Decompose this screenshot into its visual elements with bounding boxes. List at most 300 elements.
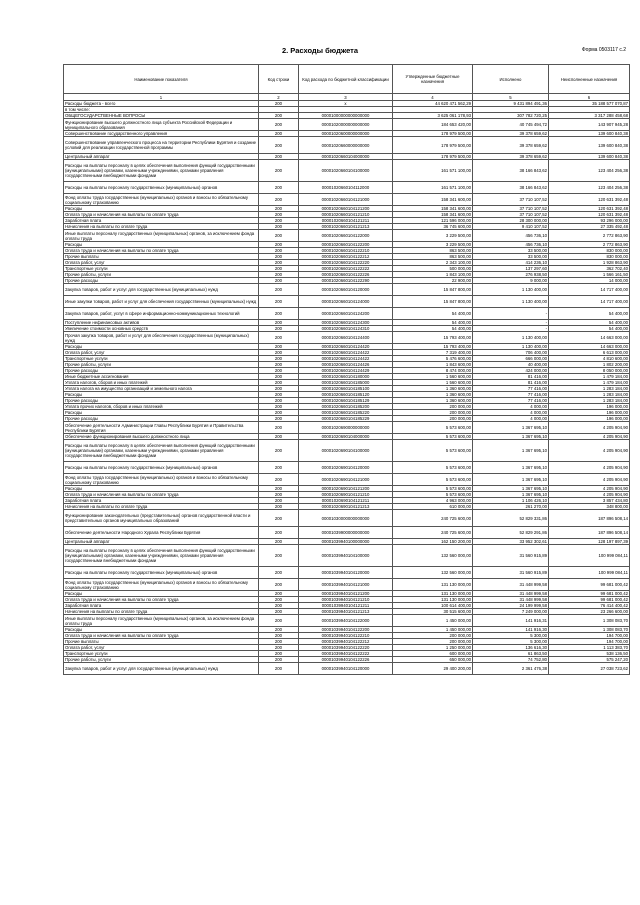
row-name: Транспортные услуги bbox=[64, 651, 259, 657]
row-classification-code: 00001020660000000000 bbox=[299, 137, 393, 154]
table-row bbox=[64, 527, 630, 539]
row-line-code: 200 bbox=[259, 272, 299, 278]
row-approved: 162 150 200,00 bbox=[393, 539, 473, 545]
row-line-code: 200 bbox=[259, 362, 299, 368]
row-executed: 1 367 695,10 bbox=[473, 492, 549, 498]
row-unexecuted: 4 205 904,90 bbox=[549, 474, 630, 486]
row-classification-code: 00001039940104121210 bbox=[299, 597, 393, 603]
page-title: 2. Расходы бюджета bbox=[281, 46, 359, 55]
row-classification-code: 00001039940104122226 bbox=[299, 657, 393, 663]
row-line-code: 200 bbox=[259, 545, 299, 567]
row-line-code: 200 bbox=[259, 356, 299, 362]
row-name: Прочая закупка товаров, работ и услуг для обеспечения государственных (муниципальных) нужд bbox=[64, 332, 259, 344]
row-unexecuted: 348 800,00 bbox=[549, 504, 630, 510]
row-name: Заработная плата bbox=[64, 498, 259, 504]
row-classification-code: 00001020660104122222 bbox=[299, 266, 393, 272]
table-row bbox=[64, 434, 630, 440]
row-executed: 24 199 999,58 bbox=[473, 603, 549, 609]
row-name: Фонд оплаты труда государственных (муниципальных) органов и взносы по обязательному социальному страхованию bbox=[64, 194, 259, 206]
row-name: Расходы бюджета - всего bbox=[64, 101, 259, 107]
row-line-code: 200 bbox=[259, 137, 299, 154]
row-executed: 456 736,10 bbox=[473, 242, 549, 248]
row-executed: 77 416,00 bbox=[473, 392, 549, 398]
row-name: Прочие расходы bbox=[64, 368, 259, 374]
row-approved: 500 000,00 bbox=[393, 266, 473, 272]
header-row bbox=[64, 65, 630, 94]
row-unexecuted: 196 000,00 bbox=[549, 416, 630, 422]
table-row bbox=[64, 633, 630, 639]
row-executed: 141 916,30 bbox=[473, 627, 549, 633]
table-row bbox=[64, 663, 630, 675]
row-approved: 240 725 600,00 bbox=[393, 510, 473, 527]
row-approved: 15 847 800,00 bbox=[393, 284, 473, 296]
row-name: Оплата труда и начисления на выплаты по оплате труда bbox=[64, 597, 259, 603]
row-name: Уплата налогов, сборов и иных платежей bbox=[64, 380, 259, 386]
row-name: Прочие расходы bbox=[64, 398, 259, 404]
row-line-code: 200 bbox=[259, 422, 299, 434]
row-line-code: 200 bbox=[259, 368, 299, 374]
row-executed: 81 416,00 bbox=[473, 380, 549, 386]
col-number: 6 bbox=[549, 94, 630, 101]
row-executed: - bbox=[473, 326, 549, 332]
row-unexecuted: 93 296 000,00 bbox=[549, 218, 630, 224]
row-approved: 3 625 061 178,93 bbox=[393, 113, 473, 119]
row-approved: 178 979 500,00 bbox=[393, 154, 473, 160]
table-row bbox=[64, 597, 630, 603]
row-approved: 5 573 600,00 bbox=[393, 474, 473, 486]
row-classification-code: 00001020660104185129 bbox=[299, 398, 393, 404]
row-executed: 9 410 107,52 bbox=[473, 224, 549, 230]
row-line-code: 200 bbox=[259, 320, 299, 326]
row-line-code: 200 bbox=[259, 510, 299, 527]
row-classification-code: 00001020660104122000 bbox=[299, 230, 393, 242]
table-row bbox=[64, 137, 630, 154]
row-name: Расходы на выплаты персоналу государственных (муниципальных) органов bbox=[64, 462, 259, 474]
row-unexecuted: 1 802 200,00 bbox=[549, 362, 630, 368]
row-approved: 22 900,00 bbox=[393, 278, 473, 284]
row-unexecuted: 6 613 000,00 bbox=[549, 350, 630, 356]
row-unexecuted: 187 896 508,14 bbox=[549, 527, 630, 539]
table-row bbox=[64, 284, 630, 296]
row-executed: 137 297,60 bbox=[473, 266, 549, 272]
row-unexecuted: 196 000,00 bbox=[549, 410, 630, 416]
row-name: Оплата труда и начисления на выплаты по оплате труда bbox=[64, 212, 259, 218]
row-approved: 54 400,00 bbox=[393, 308, 473, 320]
row-classification-code: 00001020690104000000 bbox=[299, 434, 393, 440]
row-executed: 52 829 331,86 bbox=[473, 510, 549, 527]
table-row bbox=[64, 492, 630, 498]
row-executed: 61 863,50 bbox=[473, 651, 549, 657]
header-classification: Код расхода по бюджетной классификации bbox=[299, 65, 393, 94]
row-unexecuted: 4 205 904,90 bbox=[549, 422, 630, 434]
row-executed: 39 378 659,62 bbox=[473, 137, 549, 154]
row-unexecuted: 4 205 904,90 bbox=[549, 486, 630, 492]
row-executed: 33 500,00 bbox=[473, 254, 549, 260]
row-name: Иные бюджетные ассигнования bbox=[64, 374, 259, 380]
row-classification-code: 00001020660104124422 bbox=[299, 350, 393, 356]
row-line-code: 200 bbox=[259, 410, 299, 416]
row-approved: 200 000,00 bbox=[393, 639, 473, 645]
row-name: Оплата работ, услуг bbox=[64, 260, 259, 266]
row-classification-code: 00001039940104122200 bbox=[299, 627, 393, 633]
row-name: Уплата налога на имущество организаций и земельного налога bbox=[64, 386, 259, 392]
row-approved: 131 130 000,00 bbox=[393, 579, 473, 591]
row-executed: 1 367 695,10 bbox=[473, 422, 549, 434]
row-line-code: 200 bbox=[259, 296, 299, 308]
row-executed: 37 710 107,52 bbox=[473, 206, 549, 212]
row-line-code: 200 bbox=[259, 194, 299, 206]
row-unexecuted: 143 907 945,28 bbox=[549, 119, 630, 131]
row-classification-code: 00001020660104122220 bbox=[299, 260, 393, 266]
row-classification-code: 00001020690000000000 bbox=[299, 422, 393, 434]
row-executed: 33 500,00 bbox=[473, 248, 549, 254]
table-row bbox=[64, 230, 630, 242]
row-executed: - bbox=[473, 320, 549, 326]
row-classification-code: 00001020660104120000 bbox=[299, 284, 393, 296]
row-executed: 31 560 915,89 bbox=[473, 545, 549, 567]
row-unexecuted: 100 999 084,11 bbox=[549, 567, 630, 579]
row-unexecuted: 3 317 288 458,68 bbox=[549, 113, 630, 119]
row-approved: 1 560 600,00 bbox=[393, 374, 473, 380]
table-row bbox=[64, 386, 630, 392]
row-classification-code: 00001020660104121210 bbox=[299, 212, 393, 218]
row-executed: 7 249 000,00 bbox=[473, 609, 549, 615]
table-row bbox=[64, 422, 630, 434]
row-classification-code: 00001020660104124420 bbox=[299, 344, 393, 350]
row-line-code: 200 bbox=[259, 498, 299, 504]
row-unexecuted: 120 631 392,48 bbox=[549, 194, 630, 206]
row-classification-code: 00001020660104124200 bbox=[299, 308, 393, 320]
row-name: Расходы на выплаты персоналу в целях обеспечения выполнения функций государственными (муниципальными) органами, казенными учреждениями, органами управления государственными внебюджетными фондами bbox=[64, 160, 259, 182]
expenditure-table bbox=[63, 64, 630, 675]
row-approved: 54 400,00 bbox=[393, 326, 473, 332]
row-unexecuted: 139 600 840,38 bbox=[549, 131, 630, 137]
row-classification-code: 00001020660104122212 bbox=[299, 254, 393, 260]
row-unexecuted: 194 700,00 bbox=[549, 639, 630, 645]
row-line-code: 200 bbox=[259, 527, 299, 539]
row-approved: 863 500,00 bbox=[393, 248, 473, 254]
row-executed: 77 416,00 bbox=[473, 386, 549, 392]
row-approved: 161 571 100,00 bbox=[393, 182, 473, 194]
row-classification-code: 00001020690104121211 bbox=[299, 498, 393, 504]
column-number-row bbox=[64, 94, 630, 101]
row-name: Совершенствование государственного управления bbox=[64, 131, 259, 137]
row-executed: 31 448 999,58 bbox=[473, 591, 549, 597]
row-unexecuted: 194 700,00 bbox=[549, 633, 630, 639]
row-classification-code: 00001020660104122226 bbox=[299, 272, 393, 278]
row-line-code: 200 bbox=[259, 160, 299, 182]
row-executed: 141 916,31 bbox=[473, 615, 549, 627]
row-executed: 307 782 720,25 bbox=[473, 113, 549, 119]
row-classification-code: 00001020660104124310 bbox=[299, 326, 393, 332]
row-line-code: 200 bbox=[259, 591, 299, 597]
row-classification-code: 00001020660104112000 bbox=[299, 182, 393, 194]
row-unexecuted: 4 205 904,90 bbox=[549, 462, 630, 474]
row-classification-code: 00001020660104121213 bbox=[299, 224, 393, 230]
row-classification-code: 00001020690104121210 bbox=[299, 492, 393, 498]
row-unexecuted: 4 205 904,90 bbox=[549, 434, 630, 440]
table-row bbox=[64, 308, 630, 320]
row-name: Транспортные услуги bbox=[64, 266, 259, 272]
row-executed: 9 000,00 bbox=[473, 278, 549, 284]
row-name: Заработная плата bbox=[64, 603, 259, 609]
table-row bbox=[64, 440, 630, 462]
row-line-code: 200 bbox=[259, 131, 299, 137]
row-unexecuted: 187 896 508,14 bbox=[549, 510, 630, 527]
row-approved: 158 341 600,00 bbox=[393, 194, 473, 206]
header-unexecuted: Неисполненные назначения bbox=[549, 65, 630, 94]
row-executed: 37 710 107,52 bbox=[473, 212, 549, 218]
row-line-code: 200 bbox=[259, 434, 299, 440]
row-line-code: 200 bbox=[259, 663, 299, 675]
header-executed: Исполнено bbox=[473, 65, 549, 94]
row-executed: 40 745 494,72 bbox=[473, 119, 549, 131]
row-name: Закупка товаров, работ, услуг в сфере информационно-коммуникационных технологий bbox=[64, 308, 259, 320]
row-line-code: 200 bbox=[259, 633, 299, 639]
row-executed: 74 752,80 bbox=[473, 657, 549, 663]
row-executed: 136 616,30 bbox=[473, 645, 549, 651]
row-unexecuted: 14 663 000,00 bbox=[549, 344, 630, 350]
row-name: Прочие выплаты bbox=[64, 639, 259, 645]
row-approved: 121 596 000,00 bbox=[393, 218, 473, 224]
row-name: Иные выплаты персоналу государственных (муниципальных) органов, за исключением фонда оплаты труда bbox=[64, 615, 259, 627]
row-name: Поступление нефинансовых активов bbox=[64, 320, 259, 326]
row-approved: 131 130 000,00 bbox=[393, 597, 473, 603]
table-row bbox=[64, 404, 630, 410]
row-approved: 600 000,00 bbox=[393, 651, 473, 657]
row-classification-code: 00001020690104121213 bbox=[299, 504, 393, 510]
col-number: 3 bbox=[299, 94, 393, 101]
row-line-code: 200 bbox=[259, 567, 299, 579]
row-name: Обеспечение деятельности Народного Хурала Республики Бурятия bbox=[64, 527, 259, 539]
row-unexecuted: 23 266 600,00 bbox=[549, 609, 630, 615]
row-approved: 1 450 000,00 bbox=[393, 615, 473, 627]
row-classification-code: 00001020660104124000 bbox=[299, 296, 393, 308]
row-approved: 1 360 600,00 bbox=[393, 386, 473, 392]
row-executed: 31 560 915,89 bbox=[473, 567, 549, 579]
row-line-code: 200 bbox=[259, 392, 299, 398]
row-classification-code: 00001020660104122200 bbox=[299, 242, 393, 248]
row-executed: 40 400,00 bbox=[473, 362, 549, 368]
row-executed: 1 130 400,00 bbox=[473, 284, 549, 296]
row-name: Прочие работы, услуги bbox=[64, 657, 259, 663]
table-row bbox=[64, 462, 630, 474]
row-executed: 276 938,50 bbox=[473, 272, 549, 278]
row-unexecuted: 4 810 600,00 bbox=[549, 356, 630, 362]
row-classification-code: 00001039940104100000 bbox=[299, 545, 393, 567]
row-unexecuted: 1 283 184,00 bbox=[549, 398, 630, 404]
row-line-code: 200 bbox=[259, 492, 299, 498]
row-unexecuted: 3 857 434,80 bbox=[549, 498, 630, 504]
row-name: Оплата труда и начисления на выплаты по оплате труда bbox=[64, 492, 259, 498]
row-classification-code: 00001020660104185200 bbox=[299, 404, 393, 410]
row-line-code: 200 bbox=[259, 579, 299, 591]
row-approved: 178 979 500,00 bbox=[393, 131, 473, 137]
row-classification-code: 00001020690104100000 bbox=[299, 440, 393, 462]
row-executed: 1 367 695,10 bbox=[473, 434, 549, 440]
row-approved: 200 000,00 bbox=[393, 416, 473, 422]
row-unexecuted: 1 113 383,70 bbox=[549, 645, 630, 651]
row-name: Транспортные услуги bbox=[64, 356, 259, 362]
row-approved: 4 963 000,00 bbox=[393, 498, 473, 504]
row-line-code: 200 bbox=[259, 486, 299, 492]
row-line-code: 200 bbox=[259, 386, 299, 392]
row-executed: 81 416,00 bbox=[473, 374, 549, 380]
row-classification-code: 00001020660104000000 bbox=[299, 154, 393, 160]
row-name: Увеличение стоимости основных средств bbox=[64, 326, 259, 332]
row-executed: 39 378 659,62 bbox=[473, 131, 549, 137]
row-executed: 261 270,00 bbox=[473, 504, 549, 510]
row-unexecuted: 139 600 840,38 bbox=[549, 154, 630, 160]
row-classification-code: 00001020660104124426 bbox=[299, 362, 393, 368]
row-name: Закупка товаров, работ и услуг для государственных (муниципальных) нужд bbox=[64, 284, 259, 296]
row-name: Расходы на выплаты персоналу в целях обеспечения выполнения функций государственными (муниципальными) органами, казенными учреждениями, органами управления государственными внебюджетными фондами bbox=[64, 545, 259, 567]
row-classification-code: 00001020660104185000 bbox=[299, 380, 393, 386]
row-approved: 100 614 400,00 bbox=[393, 603, 473, 609]
row-unexecuted: 1 308 083,70 bbox=[549, 627, 630, 633]
row-unexecuted: 100 999 084,11 bbox=[549, 545, 630, 567]
row-name: Расходы bbox=[64, 486, 259, 492]
row-name: Расходы bbox=[64, 206, 259, 212]
row-classification-code: 00001020660104124400 bbox=[299, 332, 393, 344]
row-approved: 15 793 400,00 bbox=[393, 332, 473, 344]
row-approved: 3 229 500,00 bbox=[393, 242, 473, 248]
row-unexecuted: 1 479 184,00 bbox=[549, 374, 630, 380]
header-approved: Утвержденные бюджетные назначения bbox=[393, 65, 473, 94]
row-line-code: 200 bbox=[259, 326, 299, 332]
row-name: Оплата труда и начисления на выплаты по оплате труда bbox=[64, 633, 259, 639]
row-line-code: 200 bbox=[259, 440, 299, 462]
row-unexecuted: 54 400,00 bbox=[549, 320, 630, 326]
row-executed: 1 130 400,00 bbox=[473, 344, 549, 350]
row-unexecuted: 830 000,00 bbox=[549, 254, 630, 260]
row-name: Центральный аппарат bbox=[64, 154, 259, 160]
table-row bbox=[64, 545, 630, 567]
row-classification-code: 00001039940104121211 bbox=[299, 603, 393, 609]
row-approved: 5 573 600,00 bbox=[393, 440, 473, 462]
row-unexecuted: 1 928 863,90 bbox=[549, 260, 630, 266]
row-classification-code: 00001020000000000000 bbox=[299, 119, 393, 131]
row-name: Закупка товаров, работ и услуг для государственных (муниципальных) нужд bbox=[64, 663, 259, 675]
table-row bbox=[64, 131, 630, 137]
row-approved: 5 573 600,00 bbox=[393, 486, 473, 492]
col-number: 5 bbox=[473, 94, 549, 101]
table-row bbox=[64, 296, 630, 308]
row-line-code: 200 bbox=[259, 182, 299, 194]
row-name: Прочие расходы bbox=[64, 278, 259, 284]
row-unexecuted: 99 681 000,42 bbox=[549, 591, 630, 597]
row-line-code: 200 bbox=[259, 242, 299, 248]
row-executed: 1 367 695,10 bbox=[473, 462, 549, 474]
table-row bbox=[64, 510, 630, 527]
row-name: Оплата работ, услуг bbox=[64, 350, 259, 356]
row-classification-code: 00001000000000000000 bbox=[299, 113, 393, 119]
row-classification-code: 00001039900000000000 bbox=[299, 527, 393, 539]
row-line-code: 200 bbox=[259, 627, 299, 633]
row-line-code: 200 bbox=[259, 154, 299, 160]
row-unexecuted: 4 205 904,90 bbox=[549, 492, 630, 498]
row-approved: 2 343 100,00 bbox=[393, 260, 473, 266]
row-approved: 178 979 500,00 bbox=[393, 137, 473, 154]
row-line-code: 200 bbox=[259, 474, 299, 486]
row-approved: 184 653 420,00 bbox=[393, 119, 473, 131]
row-approved: 36 745 600,00 bbox=[393, 224, 473, 230]
row-line-code: 200 bbox=[259, 332, 299, 344]
table-row bbox=[64, 579, 630, 591]
row-unexecuted: 1 308 083,70 bbox=[549, 615, 630, 627]
row-unexecuted: 1 283 184,00 bbox=[549, 392, 630, 398]
row-line-code: 200 bbox=[259, 308, 299, 320]
row-executed: 1 367 695,10 bbox=[473, 486, 549, 492]
row-executed: 2 361 476,38 bbox=[473, 663, 549, 675]
row-executed: 52 829 291,86 bbox=[473, 527, 549, 539]
row-approved: 7 319 400,00 bbox=[393, 350, 473, 356]
row-approved: 1 450 000,00 bbox=[393, 627, 473, 633]
row-name: Начисления на выплаты по оплате труда bbox=[64, 224, 259, 230]
row-name: Начисления на выплаты по оплате труда bbox=[64, 609, 259, 615]
table-row bbox=[64, 194, 630, 206]
row-classification-code: 00001020690104120000 bbox=[299, 462, 393, 474]
row-executed: 39 378 659,62 bbox=[473, 154, 549, 160]
table-row bbox=[64, 615, 630, 627]
table-row bbox=[64, 119, 630, 131]
row-unexecuted: 4 205 904,90 bbox=[549, 440, 630, 462]
row-name: Функционирование высшего должностного лица субъекта Российской Федерации и муниципального образования bbox=[64, 119, 259, 131]
row-approved: 5 573 600,00 bbox=[393, 434, 473, 440]
row-executed: 706 400,00 bbox=[473, 350, 549, 356]
row-approved: 161 571 100,00 bbox=[393, 160, 473, 182]
row-unexecuted: 123 404 256,38 bbox=[549, 182, 630, 194]
row-unexecuted: 2 772 863,90 bbox=[549, 230, 630, 242]
row-executed: - bbox=[473, 308, 549, 320]
row-executed: 1 130 400,00 bbox=[473, 296, 549, 308]
row-approved: 5 573 600,00 bbox=[393, 422, 473, 434]
row-executed: 424 000,00 bbox=[473, 368, 549, 374]
col-number: 2 bbox=[259, 94, 299, 101]
row-line-code: 200 bbox=[259, 350, 299, 356]
row-name: Оплата труда и начисления на выплаты по оплате труда bbox=[64, 248, 259, 254]
table-row bbox=[64, 212, 630, 218]
row-name: Расходы на выплаты персоналу государственных (муниципальных) органов bbox=[64, 182, 259, 194]
row-classification-code: 00001039940104120000 bbox=[299, 567, 393, 579]
row-approved: 8 474 000,00 bbox=[393, 368, 473, 374]
table-row bbox=[64, 182, 630, 194]
row-line-code: 200 bbox=[259, 224, 299, 230]
row-classification-code: 00001020660104121200 bbox=[299, 206, 393, 212]
row-executed: 28 300 000,00 bbox=[473, 218, 549, 224]
row-line-code: 200 bbox=[259, 254, 299, 260]
row-name: ОБЩЕГОСУДАРСТВЕННЫЕ ВОПРОСЫ bbox=[64, 113, 259, 119]
row-classification-code: 00001039940104122220 bbox=[299, 645, 393, 651]
row-unexecuted: 27 335 492,48 bbox=[549, 224, 630, 230]
row-approved: 131 130 000,00 bbox=[393, 591, 473, 597]
row-unexecuted: 120 631 392,48 bbox=[549, 206, 630, 212]
row-classification-code: 00001020660104180000 bbox=[299, 374, 393, 380]
row-classification-code: 00001020690104121000 bbox=[299, 474, 393, 486]
row-classification-code: 00001020660104122290 bbox=[299, 278, 393, 284]
row-name: Начисления на выплаты по оплате труда bbox=[64, 504, 259, 510]
row-line-code: 200 bbox=[259, 230, 299, 242]
header-line-code: Код строки bbox=[259, 65, 299, 94]
row-approved: 1 250 000,00 bbox=[393, 645, 473, 651]
table-body bbox=[64, 101, 630, 675]
row-approved: 200 000,00 bbox=[393, 404, 473, 410]
row-unexecuted: 538 136,50 bbox=[549, 651, 630, 657]
row-approved: 158 341 600,00 bbox=[393, 212, 473, 218]
row-name: Прочие расходы bbox=[64, 416, 259, 422]
header-name: Наименование показателя bbox=[64, 65, 259, 94]
row-line-code: 200 bbox=[259, 609, 299, 615]
